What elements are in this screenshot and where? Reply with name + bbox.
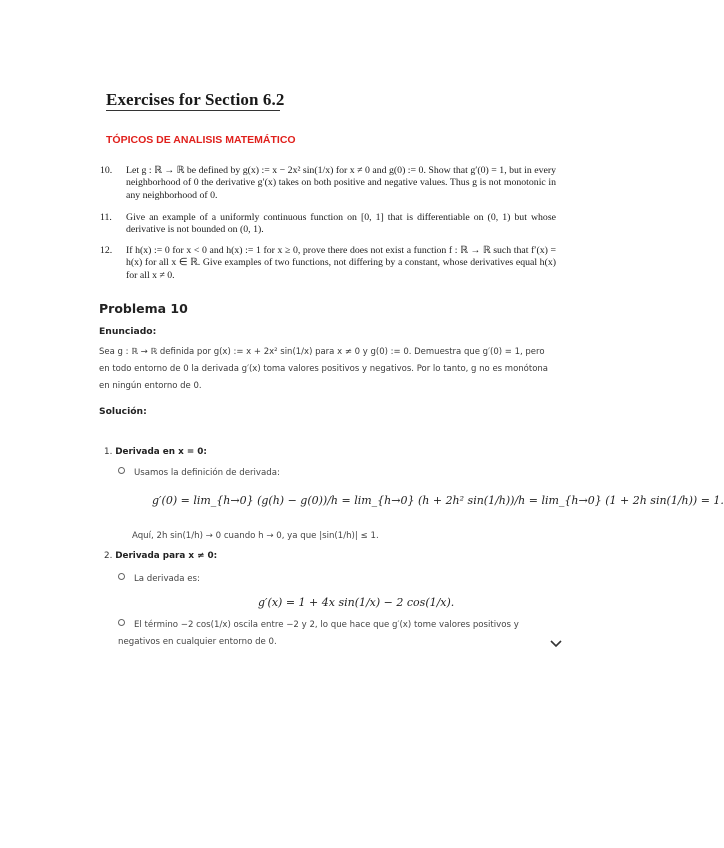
- step-number: 1.: [104, 447, 113, 457]
- exercise-number: 12.: [100, 245, 113, 256]
- step-2-bullet: La derivada es:: [118, 573, 200, 584]
- exercise-text: Let g : ℝ → ℝ be defined by g(x) := x − 2x² sin(1/x) for x ≠ 0 and g(0) := 0. Show that g′(0) = 1, but in every neighborhood of 0 the derivative g′(x) takes on both positive and negative values. Thus g is not monotonic in any neighborhood of 0.: [126, 165, 556, 201]
- solution-step-2: [104, 551, 217, 561]
- exercise-11: [100, 212, 556, 237]
- section-title: Exercises for Section 6.2: [106, 90, 285, 109]
- exercise-text: Give an example of a uniformly continuous function on [0, 1] that is differentiable on (0, 1) but whose derivative is not bounded on (0, 1).: [126, 212, 556, 236]
- topic-heading: TÓPICOS DE ANALISIS MATEMÁTICO: [106, 134, 296, 146]
- solution-label: Solución:: [99, 406, 147, 417]
- chevron-down-icon[interactable]: [549, 638, 563, 648]
- step-1-bullet: Usamos la definición de derivada:: [118, 467, 280, 478]
- bullet-circle-icon: [118, 467, 125, 474]
- exercise-12: [100, 245, 556, 282]
- exercise-10: [100, 165, 556, 202]
- step-title: Derivada en x = 0:: [115, 447, 207, 457]
- bullet-circle-icon: [118, 573, 125, 580]
- problem-title: Problema 10: [99, 301, 188, 316]
- exercise-number: 11.: [100, 212, 112, 223]
- step-2-bullet-2: El término −2 cos(1/x) oscila entre −2 y 2, lo que hace que g′(x) tome valores positivos y negativos en cualquier entorno de 0.: [118, 620, 519, 647]
- solution-step-1: [104, 447, 207, 457]
- step-number: 2.: [104, 551, 113, 561]
- derivative-equation: g′(x) = 1 + 4x sin(1/x) − 2 cos(1/x).: [258, 596, 455, 609]
- exercise-number: 10.: [100, 165, 113, 176]
- step-1-note: Aquí, 2h sin(1/h) → 0 cuando h → 0, ya que |sin(1/h)| ≤ 1.: [132, 531, 379, 541]
- statement-label: Enunciado:: [99, 326, 157, 337]
- exercise-text: If h(x) := 0 for x < 0 and h(x) := 1 for x ≥ 0, prove there does not exist a function f : ℝ → ℝ such that f′(x) = h(x) for all x ∈ ℝ. Give examples of two functions, not differing by a constant, whose derivatives equal h(x) for all x ≠ 0.: [126, 245, 556, 281]
- bullet-circle-icon: [118, 619, 125, 626]
- derivative-limit-equation: g′(0) = lim_{h→0} (g(h) − g(0))/h = lim_{h→0} (h + 2h² sin(1/h))/h = lim_{h→0} (1 + 2h sin(1/h)) = 1.: [152, 494, 724, 507]
- step-title: Derivada para x ≠ 0:: [115, 551, 218, 561]
- problem-statement: Sea g : ℝ → ℝ definida por g(x) := x + 2x² sin(1/x) para x ≠ 0 y g(0) := 0. Demuestra que g′(0) = 1, pero en todo entorno de 0 la derivada g′(x) toma valores positivos y negativos. Por lo tanto, g no es monótona en ningún entorno de 0.: [99, 347, 548, 391]
- title-underline: [106, 110, 280, 111]
